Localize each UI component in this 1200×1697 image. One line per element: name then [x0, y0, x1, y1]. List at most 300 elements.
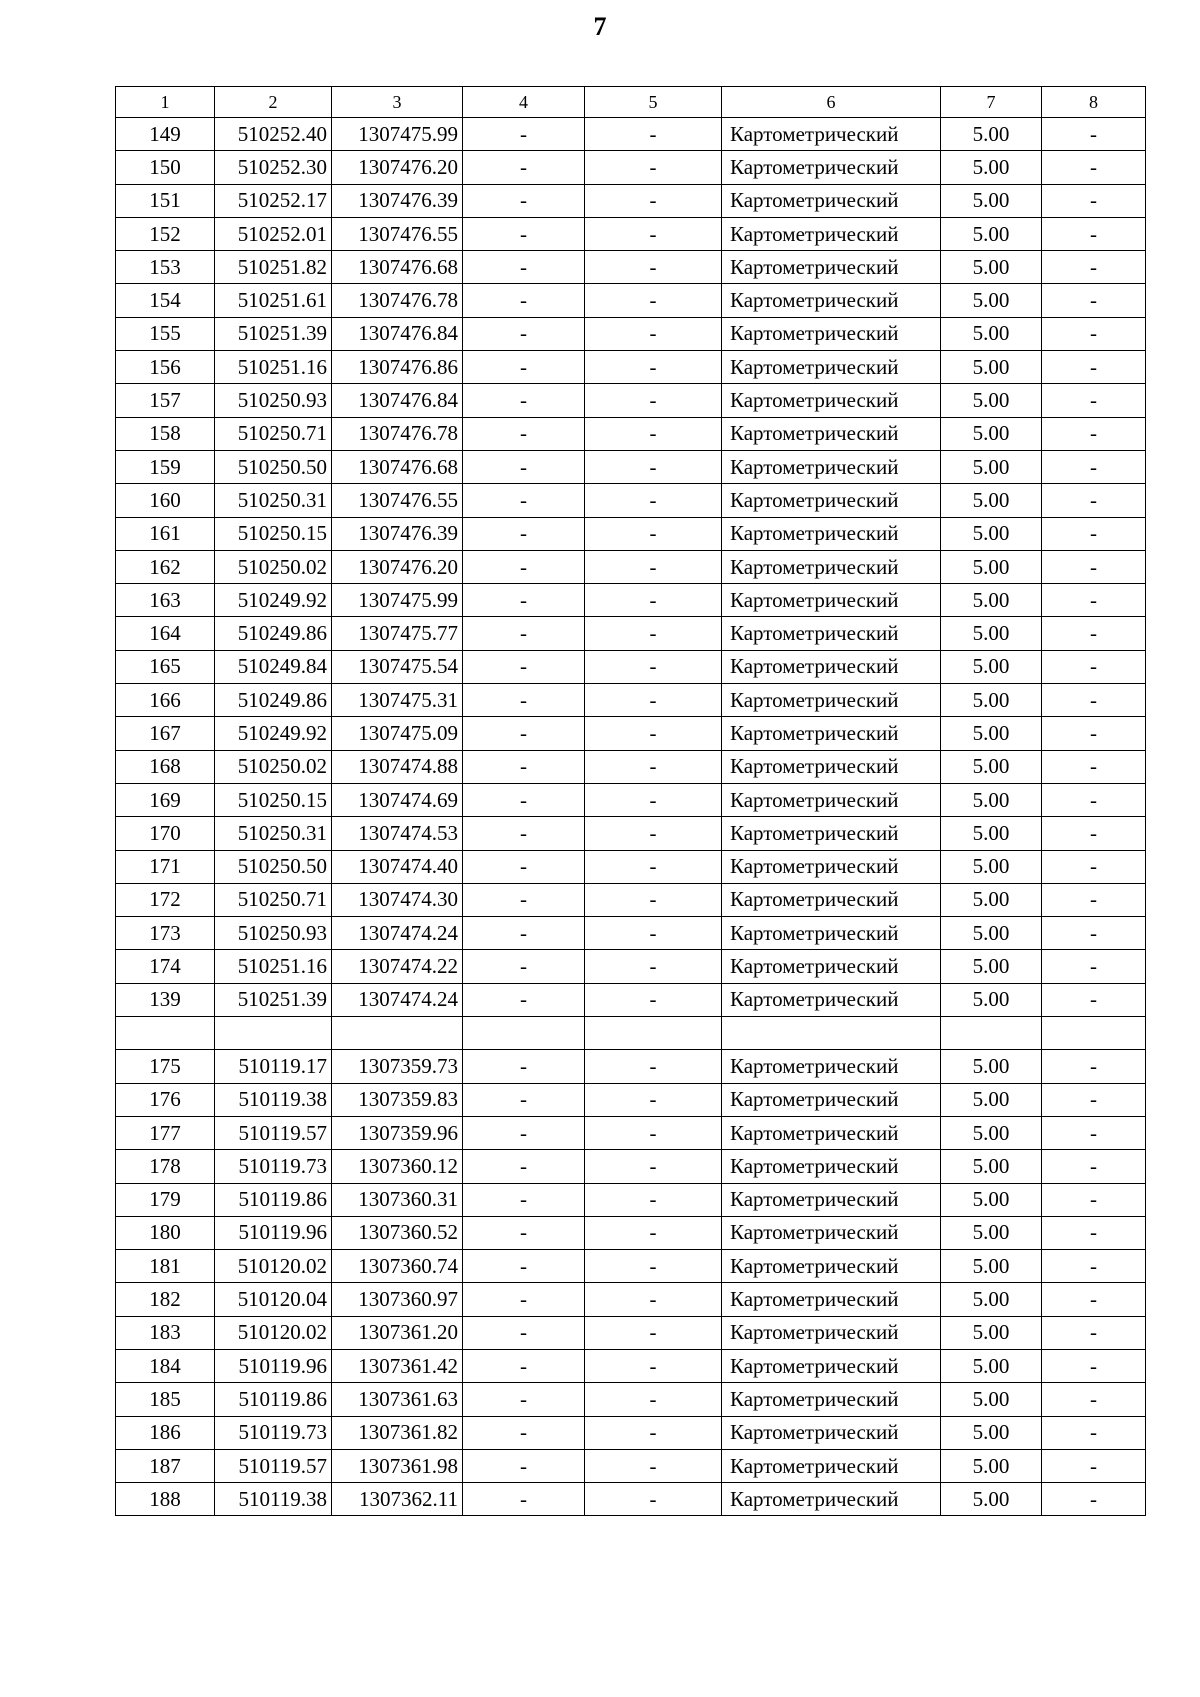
point-number-cell: 178 — [116, 1150, 215, 1183]
accuracy-cell: 5.00 — [941, 251, 1042, 284]
col-5-cell: - — [585, 650, 722, 683]
col-8-cell: - — [1042, 351, 1146, 384]
y-coordinate-cell: 1307476.68 — [332, 251, 463, 284]
accuracy-cell: 5.00 — [941, 384, 1042, 417]
table-row — [116, 883, 1146, 916]
y-coordinate-cell: 1307474.24 — [332, 983, 463, 1016]
table-header-row — [116, 87, 1146, 118]
y-coordinate-cell: 1307474.40 — [332, 850, 463, 883]
y-coordinate-cell: 1307475.54 — [332, 650, 463, 683]
accuracy-cell: 5.00 — [941, 151, 1042, 184]
point-number-cell: 161 — [116, 517, 215, 550]
table-row — [116, 1416, 1146, 1449]
accuracy-cell: 5.00 — [941, 1383, 1042, 1416]
col-8-cell: - — [1042, 251, 1146, 284]
y-coordinate-cell: 1307476.68 — [332, 450, 463, 483]
accuracy-cell: 5.00 — [941, 351, 1042, 384]
y-coordinate-cell: 1307476.78 — [332, 417, 463, 450]
col-8-cell: - — [1042, 184, 1146, 217]
method-cell: Картометрический — [722, 817, 941, 850]
table-row — [116, 384, 1146, 417]
y-coordinate-cell: 1307476.78 — [332, 284, 463, 317]
x-coordinate-cell: 510251.82 — [215, 251, 332, 284]
accuracy-cell: 5.00 — [941, 1050, 1042, 1083]
x-coordinate-cell: 510119.96 — [215, 1216, 332, 1249]
point-number-cell: 165 — [116, 650, 215, 683]
method-cell: Картометрический — [722, 1050, 941, 1083]
col-8-cell: - — [1042, 517, 1146, 550]
col-4-cell: - — [463, 184, 585, 217]
col-5-cell: - — [585, 1316, 722, 1349]
y-coordinate-cell — [332, 1017, 463, 1050]
col-4-cell: - — [463, 584, 585, 617]
x-coordinate-cell: 510250.15 — [215, 517, 332, 550]
x-coordinate-cell: 510119.96 — [215, 1349, 332, 1382]
col-8-cell: - — [1042, 550, 1146, 583]
point-number-cell: 164 — [116, 617, 215, 650]
col-8-cell: - — [1042, 983, 1146, 1016]
y-coordinate-cell: 1307474.24 — [332, 917, 463, 950]
point-number-cell: 149 — [116, 118, 215, 151]
col-8-cell: - — [1042, 650, 1146, 683]
method-cell: Картометрический — [722, 950, 941, 983]
coordinates-table — [115, 86, 1146, 1516]
table-row — [116, 184, 1146, 217]
method-cell: Картометрический — [722, 1316, 941, 1349]
y-coordinate-cell: 1307474.88 — [332, 750, 463, 783]
method-cell: Картометрический — [722, 850, 941, 883]
y-coordinate-cell: 1307361.42 — [332, 1349, 463, 1382]
col-4-cell: - — [463, 484, 585, 517]
point-number-cell: 139 — [116, 983, 215, 1016]
col-5-cell: - — [585, 883, 722, 916]
col-4-cell: - — [463, 1050, 585, 1083]
col-8-cell: - — [1042, 850, 1146, 883]
col-8-cell: - — [1042, 151, 1146, 184]
col-5-cell: - — [585, 717, 722, 750]
table-row — [116, 983, 1146, 1016]
col-5-cell: - — [585, 850, 722, 883]
point-number-cell: 159 — [116, 450, 215, 483]
method-cell: Картометрический — [722, 983, 941, 1016]
method-cell: Картометрический — [722, 1250, 941, 1283]
col-4-cell: - — [463, 917, 585, 950]
col-4-cell: - — [463, 1250, 585, 1283]
col-8-cell: - — [1042, 750, 1146, 783]
point-number-cell: 155 — [116, 317, 215, 350]
col-5-cell: - — [585, 783, 722, 816]
x-coordinate-cell: 510120.04 — [215, 1283, 332, 1316]
col-5-cell: - — [585, 251, 722, 284]
y-coordinate-cell: 1307476.39 — [332, 517, 463, 550]
col-4-cell: - — [463, 118, 585, 151]
y-coordinate-cell: 1307474.53 — [332, 817, 463, 850]
col-4-cell: - — [463, 1083, 585, 1116]
header-cell-4: 4 — [463, 87, 585, 118]
table-row — [116, 1449, 1146, 1482]
accuracy-cell: 5.00 — [941, 783, 1042, 816]
y-coordinate-cell: 1307475.99 — [332, 118, 463, 151]
col-8-cell: - — [1042, 617, 1146, 650]
point-number-cell: 187 — [116, 1449, 215, 1482]
method-cell: Картометрический — [722, 118, 941, 151]
col-4-cell: - — [463, 351, 585, 384]
x-coordinate-cell: 510252.40 — [215, 118, 332, 151]
col-8-cell: - — [1042, 1349, 1146, 1382]
table-row — [116, 550, 1146, 583]
col-5-cell: - — [585, 1250, 722, 1283]
table-row — [116, 817, 1146, 850]
y-coordinate-cell: 1307475.99 — [332, 584, 463, 617]
col-5-cell: - — [585, 351, 722, 384]
table-row — [116, 484, 1146, 517]
header-cell-7: 7 — [941, 87, 1042, 118]
col-8-cell: - — [1042, 783, 1146, 816]
col-8-cell: - — [1042, 1416, 1146, 1449]
col-4-cell: - — [463, 1283, 585, 1316]
table-row — [116, 783, 1146, 816]
col-4-cell: - — [463, 417, 585, 450]
table-row — [116, 351, 1146, 384]
x-coordinate-cell: 510249.92 — [215, 584, 332, 617]
point-number-cell: 163 — [116, 584, 215, 617]
col-4-cell: - — [463, 850, 585, 883]
col-4-cell: - — [463, 1116, 585, 1149]
accuracy-cell — [941, 1017, 1042, 1050]
table-row — [116, 1349, 1146, 1382]
table-row — [116, 284, 1146, 317]
x-coordinate-cell: 510250.93 — [215, 917, 332, 950]
accuracy-cell: 5.00 — [941, 617, 1042, 650]
x-coordinate-cell: 510250.02 — [215, 550, 332, 583]
col-8-cell: - — [1042, 1250, 1146, 1283]
method-cell: Картометрический — [722, 384, 941, 417]
col-4-cell — [463, 1017, 585, 1050]
col-5-cell: - — [585, 151, 722, 184]
col-5-cell: - — [585, 684, 722, 717]
x-coordinate-cell: 510249.92 — [215, 717, 332, 750]
method-cell: Картометрический — [722, 1416, 941, 1449]
method-cell: Картометрический — [722, 1150, 941, 1183]
table-row — [116, 1316, 1146, 1349]
method-cell: Картометрический — [722, 684, 941, 717]
point-number-cell: 170 — [116, 817, 215, 850]
table-row — [116, 650, 1146, 683]
x-coordinate-cell: 510250.93 — [215, 384, 332, 417]
x-coordinate-cell: 510250.50 — [215, 850, 332, 883]
point-number-cell: 160 — [116, 484, 215, 517]
accuracy-cell: 5.00 — [941, 284, 1042, 317]
col-5-cell: - — [585, 1150, 722, 1183]
y-coordinate-cell: 1307474.69 — [332, 783, 463, 816]
accuracy-cell: 5.00 — [941, 417, 1042, 450]
point-number-cell: 174 — [116, 950, 215, 983]
y-coordinate-cell: 1307359.73 — [332, 1050, 463, 1083]
x-coordinate-cell: 510250.50 — [215, 450, 332, 483]
col-8-cell: - — [1042, 684, 1146, 717]
x-coordinate-cell: 510252.30 — [215, 151, 332, 184]
accuracy-cell: 5.00 — [941, 950, 1042, 983]
table-row — [116, 1183, 1146, 1216]
y-coordinate-cell: 1307475.77 — [332, 617, 463, 650]
method-cell: Картометрический — [722, 617, 941, 650]
x-coordinate-cell: 510119.57 — [215, 1116, 332, 1149]
y-coordinate-cell: 1307476.20 — [332, 550, 463, 583]
method-cell: Картометрический — [722, 251, 941, 284]
accuracy-cell: 5.00 — [941, 584, 1042, 617]
col-4-cell: - — [463, 517, 585, 550]
table-row — [116, 1083, 1146, 1116]
col-8-cell: - — [1042, 1483, 1146, 1516]
point-number-cell: 183 — [116, 1316, 215, 1349]
accuracy-cell: 5.00 — [941, 717, 1042, 750]
method-cell: Картометрический — [722, 550, 941, 583]
col-8-cell: - — [1042, 284, 1146, 317]
table-row — [116, 1250, 1146, 1283]
method-cell: Картометрический — [722, 1116, 941, 1149]
x-coordinate-cell: 510251.39 — [215, 317, 332, 350]
accuracy-cell: 5.00 — [941, 517, 1042, 550]
col-8-cell: - — [1042, 917, 1146, 950]
col-5-cell: - — [585, 1483, 722, 1516]
col-5-cell: - — [585, 450, 722, 483]
method-cell: Картометрический — [722, 650, 941, 683]
method-cell: Картометрический — [722, 783, 941, 816]
col-5-cell: - — [585, 1349, 722, 1382]
accuracy-cell: 5.00 — [941, 850, 1042, 883]
x-coordinate-cell: 510249.84 — [215, 650, 332, 683]
y-coordinate-cell: 1307361.63 — [332, 1383, 463, 1416]
table-row — [116, 251, 1146, 284]
header-cell-2: 2 — [215, 87, 332, 118]
method-cell — [722, 1017, 941, 1050]
accuracy-cell: 5.00 — [941, 1216, 1042, 1249]
y-coordinate-cell: 1307360.97 — [332, 1283, 463, 1316]
col-5-cell: - — [585, 1216, 722, 1249]
col-8-cell: - — [1042, 217, 1146, 250]
point-number-cell: 156 — [116, 351, 215, 384]
y-coordinate-cell: 1307360.52 — [332, 1216, 463, 1249]
method-cell: Картометрический — [722, 1483, 941, 1516]
accuracy-cell: 5.00 — [941, 750, 1042, 783]
x-coordinate-cell: 510252.17 — [215, 184, 332, 217]
method-cell: Картометрический — [722, 1383, 941, 1416]
point-number-cell: 154 — [116, 284, 215, 317]
method-cell: Картометрический — [722, 151, 941, 184]
col-5-cell: - — [585, 417, 722, 450]
col-4-cell: - — [463, 1316, 585, 1349]
col-4-cell: - — [463, 217, 585, 250]
method-cell: Картометрический — [722, 1083, 941, 1116]
col-4-cell: - — [463, 1383, 585, 1416]
col-8-cell: - — [1042, 1383, 1146, 1416]
y-coordinate-cell: 1307476.55 — [332, 484, 463, 517]
table-row — [116, 517, 1146, 550]
x-coordinate-cell: 510119.57 — [215, 1449, 332, 1482]
y-coordinate-cell: 1307362.11 — [332, 1483, 463, 1516]
x-coordinate-cell: 510251.16 — [215, 950, 332, 983]
x-coordinate-cell: 510251.39 — [215, 983, 332, 1016]
table-row — [116, 584, 1146, 617]
col-8-cell: - — [1042, 417, 1146, 450]
col-8-cell: - — [1042, 384, 1146, 417]
accuracy-cell: 5.00 — [941, 484, 1042, 517]
accuracy-cell: 5.00 — [941, 817, 1042, 850]
table-row — [116, 1116, 1146, 1149]
col-5-cell: - — [585, 384, 722, 417]
table-row — [116, 1283, 1146, 1316]
page-number: 7 — [593, 12, 607, 41]
accuracy-cell: 5.00 — [941, 1250, 1042, 1283]
table-row — [116, 1483, 1146, 1516]
x-coordinate-cell: 510250.31 — [215, 484, 332, 517]
x-coordinate-cell — [215, 1017, 332, 1050]
accuracy-cell: 5.00 — [941, 883, 1042, 916]
table-row — [116, 1383, 1146, 1416]
table-row — [116, 1050, 1146, 1083]
point-number-cell: 162 — [116, 550, 215, 583]
col-8-cell: - — [1042, 1083, 1146, 1116]
table-row — [116, 317, 1146, 350]
accuracy-cell: 5.00 — [941, 1183, 1042, 1216]
col-8-cell: - — [1042, 883, 1146, 916]
accuracy-cell: 5.00 — [941, 1449, 1042, 1482]
table-row — [116, 1216, 1146, 1249]
point-number-cell: 173 — [116, 917, 215, 950]
accuracy-cell: 5.00 — [941, 1283, 1042, 1316]
y-coordinate-cell: 1307476.86 — [332, 351, 463, 384]
col-5-cell: - — [585, 317, 722, 350]
table-row — [116, 217, 1146, 250]
method-cell: Картометрический — [722, 1183, 941, 1216]
col-5-cell: - — [585, 983, 722, 1016]
col-5-cell: - — [585, 584, 722, 617]
accuracy-cell: 5.00 — [941, 184, 1042, 217]
col-4-cell: - — [463, 650, 585, 683]
col-5-cell: - — [585, 1283, 722, 1316]
col-4-cell: - — [463, 151, 585, 184]
point-number-cell: 182 — [116, 1283, 215, 1316]
method-cell: Картометрический — [722, 517, 941, 550]
accuracy-cell: 5.00 — [941, 1150, 1042, 1183]
method-cell: Картометрический — [722, 584, 941, 617]
x-coordinate-cell: 510120.02 — [215, 1316, 332, 1349]
accuracy-cell: 5.00 — [941, 1316, 1042, 1349]
accuracy-cell: 5.00 — [941, 550, 1042, 583]
col-4-cell: - — [463, 251, 585, 284]
col-4-cell: - — [463, 1483, 585, 1516]
method-cell: Картометрический — [722, 917, 941, 950]
accuracy-cell: 5.00 — [941, 1483, 1042, 1516]
method-cell: Картометрический — [722, 717, 941, 750]
y-coordinate-cell: 1307360.31 — [332, 1183, 463, 1216]
method-cell: Картометрический — [722, 217, 941, 250]
col-4-cell: - — [463, 317, 585, 350]
point-number-cell: 171 — [116, 850, 215, 883]
col-4-cell: - — [463, 450, 585, 483]
point-number-cell: 169 — [116, 783, 215, 816]
y-coordinate-cell: 1307361.98 — [332, 1449, 463, 1482]
point-number-cell: 186 — [116, 1416, 215, 1449]
table-row — [116, 118, 1146, 151]
table-row — [116, 684, 1146, 717]
col-5-cell: - — [585, 517, 722, 550]
y-coordinate-cell: 1307474.22 — [332, 950, 463, 983]
point-number-cell: 177 — [116, 1116, 215, 1149]
col-4-cell: - — [463, 684, 585, 717]
table-row — [116, 617, 1146, 650]
method-cell: Картометрический — [722, 284, 941, 317]
col-4-cell: - — [463, 1416, 585, 1449]
point-number-cell: 175 — [116, 1050, 215, 1083]
method-cell: Картометрический — [722, 1216, 941, 1249]
accuracy-cell: 5.00 — [941, 983, 1042, 1016]
accuracy-cell: 5.00 — [941, 1416, 1042, 1449]
col-5-cell: - — [585, 1116, 722, 1149]
col-8-cell: - — [1042, 1283, 1146, 1316]
col-4-cell: - — [463, 1216, 585, 1249]
col-5-cell: - — [585, 1383, 722, 1416]
col-5-cell: - — [585, 217, 722, 250]
point-number-cell: 152 — [116, 217, 215, 250]
col-5-cell: - — [585, 1183, 722, 1216]
x-coordinate-cell: 510250.31 — [215, 817, 332, 850]
col-4-cell: - — [463, 617, 585, 650]
col-4-cell: - — [463, 1183, 585, 1216]
x-coordinate-cell: 510250.71 — [215, 883, 332, 916]
col-8-cell: - — [1042, 450, 1146, 483]
y-coordinate-cell: 1307359.83 — [332, 1083, 463, 1116]
method-cell: Картометрический — [722, 1349, 941, 1382]
col-8-cell: - — [1042, 817, 1146, 850]
x-coordinate-cell: 510250.71 — [215, 417, 332, 450]
col-4-cell: - — [463, 817, 585, 850]
col-8-cell: - — [1042, 1183, 1146, 1216]
col-8-cell: - — [1042, 717, 1146, 750]
x-coordinate-cell: 510119.38 — [215, 1483, 332, 1516]
y-coordinate-cell: 1307476.20 — [332, 151, 463, 184]
point-number-cell: 167 — [116, 717, 215, 750]
point-number-cell: 166 — [116, 684, 215, 717]
table-row — [116, 717, 1146, 750]
y-coordinate-cell: 1307359.96 — [332, 1116, 463, 1149]
x-coordinate-cell: 510119.38 — [215, 1083, 332, 1116]
point-number-cell: 179 — [116, 1183, 215, 1216]
header-cell-6: 6 — [722, 87, 941, 118]
x-coordinate-cell: 510250.15 — [215, 783, 332, 816]
col-5-cell: - — [585, 950, 722, 983]
header-cell-8: 8 — [1042, 87, 1146, 118]
method-cell: Картометрический — [722, 1283, 941, 1316]
point-number-cell — [116, 1017, 215, 1050]
method-cell: Картометрический — [722, 417, 941, 450]
col-4-cell: - — [463, 950, 585, 983]
col-5-cell: - — [585, 550, 722, 583]
accuracy-cell: 5.00 — [941, 450, 1042, 483]
x-coordinate-cell: 510249.86 — [215, 684, 332, 717]
y-coordinate-cell: 1307475.31 — [332, 684, 463, 717]
point-number-cell: 172 — [116, 883, 215, 916]
col-8-cell: - — [1042, 1150, 1146, 1183]
col-4-cell: - — [463, 783, 585, 816]
accuracy-cell: 5.00 — [941, 684, 1042, 717]
col-8-cell: - — [1042, 1216, 1146, 1249]
point-number-cell: 188 — [116, 1483, 215, 1516]
x-coordinate-cell: 510251.16 — [215, 351, 332, 384]
col-4-cell: - — [463, 1449, 585, 1482]
x-coordinate-cell: 510119.86 — [215, 1383, 332, 1416]
accuracy-cell: 5.00 — [941, 118, 1042, 151]
